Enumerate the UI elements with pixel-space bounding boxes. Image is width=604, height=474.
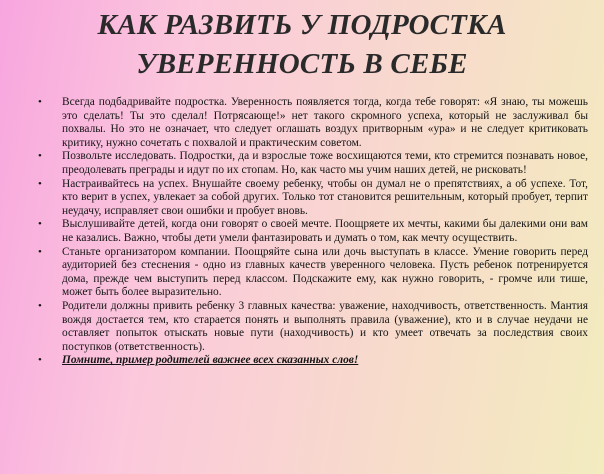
tips-list (38, 96, 588, 368)
page-title (0, 6, 604, 84)
list-item (38, 300, 588, 354)
list-item-text: Выслушивайте детей, когда они говорят о своей мечте. Поощряете их мечты, какими бы далекими они вам не казались. Важно, чтобы дети умели фантазировать и думать о том, как мечту осуществить. (62, 218, 588, 244)
title-line-1: КАК РАЗВИТЬ У ПОДРОСТКА (97, 9, 507, 41)
list-item-text: Настраивайтесь на успех. Внушайте своему ребенку, чтобы он думал не о препятствиях, а об успехе. Тот, кто верит в успех, увлекает за собой других. Только тот становится решительным, который пробует, терпит неудачу, исправляет свои ошибки и пробует вновь. (62, 177, 588, 217)
bullet-icon: • (38, 150, 42, 163)
list-item-text: Станьте организатором компании. Поощряйте сына или дочь выступать в классе. Умение говорить перед аудиторией без стеснения - одно из главных качеств уверенного человека. Пусть ребенок потренируется дома, прежде чем выступить перед классом. Подскажите ему, как нужно говорить, - громче или тише, может быть более выразительно. (62, 245, 588, 299)
bullet-icon: • (38, 354, 42, 367)
list-item-text: Всегда подбадривайте подростка. Уверенность появляется тогда, когда тебе говорят: «Я знаю, ты можешь это сделать! Ты это сделал! Потрясающе!» нет такого скромного успеха, который не заслуживал бы похвалы. Но это не означает, что следует оглашать воздух притворным «ура» и не следует критиковать критику, нужно сочетать с похвалой и практическим советом. (62, 96, 588, 149)
list-item (38, 246, 588, 300)
bullet-icon: • (38, 177, 42, 190)
list-item (38, 218, 588, 245)
bullet-icon: • (38, 218, 42, 231)
bullet-icon: • (38, 245, 42, 258)
title-line-2: УВЕРЕННОСТЬ В СЕБЕ (136, 48, 468, 80)
list-item-final (38, 354, 588, 368)
list-item (38, 178, 588, 219)
closing-statement: Помните, пример родителей важнее всех сказанных слов! (62, 354, 359, 367)
bullet-icon: • (38, 299, 42, 312)
list-item (38, 150, 588, 177)
list-item (38, 96, 588, 150)
list-item-text: Родители должны привить ребенку 3 главных качества: уважение, находчивость, ответственность. Мантия вождя достается тем, кто старается понять и выполнять правила (уважение), кто и в случае неудачи не оставляет попыток отыскать новые пути (находчивость) и кто умеет отвечать за последствия своих поступков (ответственность). (62, 299, 588, 353)
list-item-text: Позвольте исследовать. Подростки, да и взрослые тоже восхищаются теми, кто стремится познавать новое, преодолевать преграды и идут по их стопам. Но, как часто мы учим наших детей, не рисковать! (62, 150, 588, 176)
bullet-icon: • (38, 96, 42, 108)
